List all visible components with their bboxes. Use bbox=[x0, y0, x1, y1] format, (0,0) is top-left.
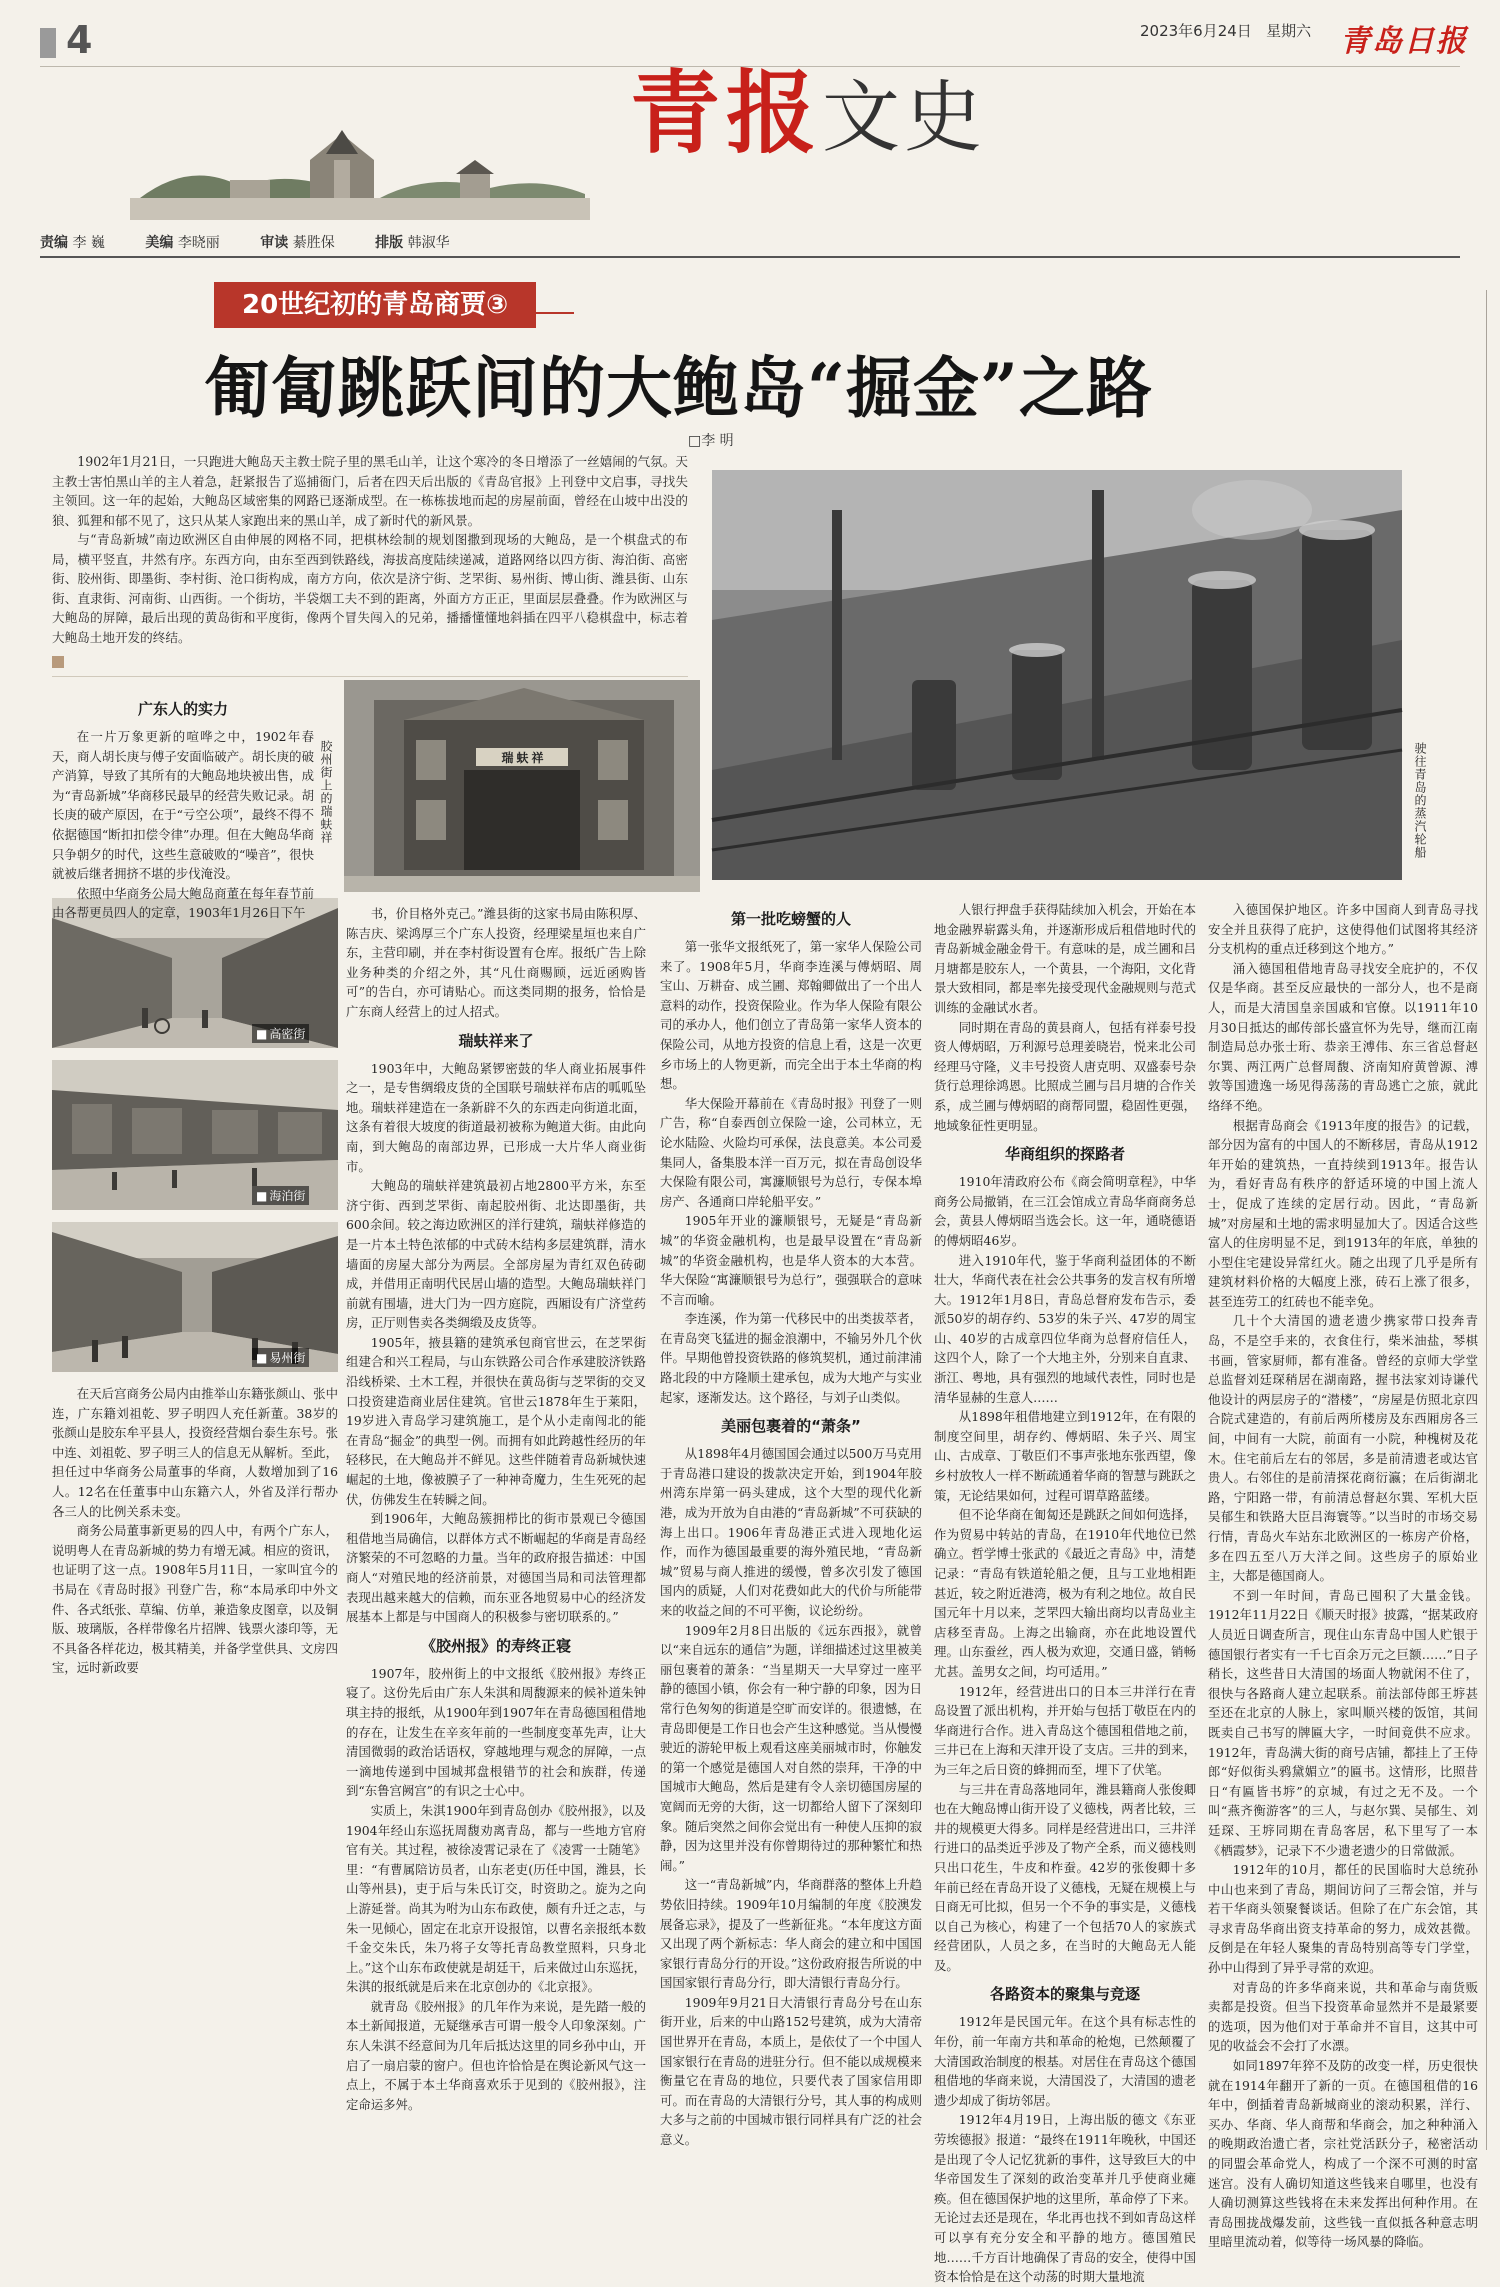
shop-sign: 瑞蚨祥 bbox=[501, 751, 547, 765]
intro-divider bbox=[52, 676, 688, 677]
credits-divider bbox=[40, 256, 1460, 258]
body-paragraph: 如同1897年猝不及防的改变一样，历史很快就在1914年翻开了新的一页。在德国租借的16年中，倒插着青岛新城商业的滚动积累，洋行、买办、华商、华人商帮和华商会，加之种种涌入的晚期政治遗亡者，宗社党活跃分子，秘密活动的同盟会革命党人，构成了一个深不可测的时富迷宫。没有人确切知道这些钱来自哪里，也没有人确切测算这些钱将在未来发挥出何种作用。在青岛围拢战爆发前，这些钱一直似抵各种意志明里暗里流动着，似等待一场风暴的降临。 bbox=[1208, 2058, 1478, 2250]
section-heading: 广东人的实力 bbox=[137, 700, 228, 718]
body-paragraph: 在天后宫商务公局内由推举山东籍张颜山、张中连，广东籍刘祖乾、罗子明四人充任新董。38岁的张颜山是胶东牟平县人，投资经营烟台泰生东号。张中连、刘祖乾、罗子明三人的信息无从解析。至此，担任过中华商务公局董事的华商，人数增加到了16人。12名在任董事中山东籍六人，外省及洋行帮办各三人的比例关系未变。 bbox=[52, 1386, 338, 1519]
body-paragraph: 1910年清政府公布《商会简明章程》，中华商务公局撤销，在三江会馆成立青岛华商商务总会，黄县人傅炳昭当选会长。这一年，通晓德语的傅炳昭46岁。 bbox=[934, 1174, 1196, 1248]
date-text: 2023年6月24日 bbox=[1140, 22, 1252, 40]
body-paragraph: 1905年开业的濂顺银号，无疑是“青岛新城”的华资金融机构，也是最早设置在“青岛新城”的华资金融机构，也是华人资本的大本营。华大保险“寓濂顺银号为总行”，强强联合的意味不言而喻。 bbox=[660, 1213, 922, 1307]
body-paragraph: 与三井在青岛落地同年，潍县籍商人张俊卿也在大鲍岛博山街开设了义德栈，两者比较，三井的规模更大得多。同样是经营进出口，三井洋行进口的品类近乎涉及了物产全系，而义德栈则只出口花生，牛皮和柞蚕。42岁的张俊卿十多年前已经在青岛开设了义德栈，无疑在规模上与日商无可比拟，但另一个不争的事实是，义德栈以自己为核心，构建了一个包括70人的家族式经营团队，人员之多，在当时的大鲍岛无人能及。 bbox=[934, 1781, 1196, 1973]
body-column-1-text bbox=[52, 1384, 338, 1678]
city-skyline-illustration bbox=[130, 120, 590, 220]
body-paragraph: 这一“青岛新城”内，华商群落的整体上升趋势依旧持续。1909年10月编制的年度《胶澳发展备忘录》，提及了一些新征兆。“本年度这方面又出现了两个新标志：华人商会的建立和中国国家银行青岛分行的开设。”这份政府报告所说的中国国家银行青岛分行，即大清银行青岛分行。 bbox=[660, 1877, 922, 1991]
haibo-street-photo bbox=[52, 1060, 338, 1210]
body-paragraph: 1909年9月21日大清银行青岛分号在山东街开业，后来的中山路152号建筑，成为大清帝国世界开在青岛，本质上，是依仗了一个中国人国家银行在青岛的进驻分行。但不能以成规模来衡量它在青岛的地位，只要代表了国家信用即可。而在青岛的大清银行分号，其人事的构成则大多与之前的中国城市银行同样具有广泛的社会意义。 bbox=[660, 1994, 922, 2148]
gaomi-street-caption: ■ 高密街 bbox=[252, 1024, 309, 1043]
body-column-5 bbox=[1208, 900, 1478, 2250]
page-tab-marker bbox=[40, 28, 56, 58]
body-paragraph: 实质上，朱淇1900年到青岛创办《胶州报》，以及1904年经山东巡抚周馥劝离青岛，都与一些地方官府官有关。其过程，被徐凌霄记录在了《凌霄一士随笔》里：“有曹属陪访员者，山东老吏(历任中国，潍县，长山等州县)，吏于后与朱氏订交，时资助之。旋为之向上游延誉。尚其为咐为山东布政使，颇有升迁之志，与朱一见倾心，固定在北京开设报馆，以曹名亲报纸本数千金交朱氏，朱乃将子女等托青岛教堂照料，只身北上。”这个山东布政使就是胡廷干，后来做过山东巡抚，朱淇的报纸就是后来在北京创办的《北京报》。 bbox=[346, 1802, 646, 1995]
section-title-rest: 文史 bbox=[822, 73, 987, 163]
body-paragraph: 对青岛的许多华商来说，共和革命与南货贩卖都是投资。但当下投资革命显然并不是最紧要的选项，因为他们对于革命并不盲目，这其中可见的收益会不会打了水漂。 bbox=[1208, 1979, 1478, 2054]
page-number: 4 bbox=[66, 18, 93, 62]
body-paragraph: 涌入德国租借地青岛寻找安全庇护的，不仅仅是华商。甚至反应最快的一部分人，也不是商人，而是大清国皇亲国戚和官僚。以1911年10月30日抵达的邮传部长盛宣怀为先导，继而江南制造局总办张士珩、恭亲王溥伟、东三省总督赵尔巽、两江两广总督周馥、济南知府黄曾源、溥敦等国遗逸一场见得荡荡的青岛逃亡之旅，就此络绎不绝。 bbox=[1208, 960, 1478, 1113]
credit-item: 审读 綦胜保 bbox=[260, 235, 335, 251]
body-paragraph: 1912年的10月，都任的民国临时大总统孙中山也来到了青岛，期间访问了三帮会馆，并与若干华商头领聚餐谈话。但除了在广东会馆，其寻求青岛华商出资支持革命的努力，成效甚微。反倒是在年轻人聚集的青岛特别高等专门学堂，孙中山得到了异乎寻常的欢迎。 bbox=[1208, 1862, 1478, 1976]
body-paragraph: 但不论华商在匍匐还是跳跃之间如何选择，作为贸易中转站的青岛，在1910年代地位已然确立。哲学博士张武的《最近之青岛》中，清楚记录：“青岛有铁道轮船之便，且与工业地相距甚近，较之附近港湾，极为有利之地位。故自民国元年十月以来，芝罘四大输出商均以青岛业主店移至青岛。上海之出输商，亦在此地设置代理。山东蚕丝，西人极为欢迎，交通日盛，销畅尤甚。盖男女之间，均可适用。” bbox=[934, 1507, 1196, 1679]
newspaper-logo: 青岛日报 bbox=[1340, 24, 1468, 59]
body-column-3 bbox=[660, 900, 922, 2150]
yizhou-street-photo bbox=[52, 1222, 338, 1372]
column-1-opening bbox=[52, 690, 314, 921]
section-heading: 第一批吃螃蟹的人 bbox=[730, 910, 851, 928]
credit-item: 美编 李晓丽 bbox=[145, 235, 220, 251]
body-column-4 bbox=[934, 900, 1196, 2285]
yizhou-street-caption: ■ 易州街 bbox=[252, 1348, 309, 1367]
credit-item: 责编 李 巍 bbox=[40, 235, 105, 251]
issue-date bbox=[1140, 20, 1311, 41]
body-paragraph: 从1898年4月德国国会通过以500万马克用于青岛港口建设的拨款决定开始，到1904年胶州湾东岸第一码头建成，这个大型的现代化新港，成为开放为自由港的“青岛新城”不可获缺的海上出口。1906年青岛港正式进入现地化运作，而作为德国最重要的海外殖民地，“青岛新城”贸易与商人推进的缓慢，曾多次引发了德国国内的质疑，人们对花费如此大的代价与所能带来的收益之间的不可平衡，议论纷纷。 bbox=[660, 1446, 922, 1618]
section-heading: 《胶州报》的寿终正寝 bbox=[420, 1636, 571, 1655]
body-paragraph: 从1898年租借地建立到1912年，在有限的制度空间里，胡存约、傅炳昭、朱子兴、周宝山、古成章、丁敬臣们不事声张地东张西望，像乡村放牧人一样不断疏通着华商的智慧与跳跃之策，无论结果如何，过程可谓草路蓝缕。 bbox=[934, 1409, 1196, 1503]
body-paragraph: 第一张华文报纸死了，第一家华人保险公司来了。1908年5月，华商李连溪与傅炳昭、周宝山、万耕奋、成兰圃、郑翰卿做出了一个出人意料的动作，投资保险业。作为华人保险有限公司的承办人，他们创立了青岛第一家华人资本的保险公司，从地方投资的信息上看，这是一次更乡市场上的人物更新，而完全出于本土华商的构想。 bbox=[660, 939, 922, 1092]
article-byline: □李 明 bbox=[688, 433, 734, 449]
article-intro bbox=[52, 452, 688, 647]
section-heading: 瑞蚨祥来了 bbox=[458, 1031, 534, 1050]
body-paragraph: 1912年，经营进出口的日本三井洋行在青岛设置了派出机构，并开始与包括丁敬臣在内的华商进行合作。进入青岛这个德国租借地之前，三井已在上海和天津开设了支店。三井的到来，为三年之后日资的蜂拥而至，埋下了伏笔。 bbox=[934, 1683, 1196, 1777]
body-paragraph: 1912年是民国元年。在这个具有标志性的年份，前一年南方共和革命的枪炮，已然颠覆了大清国政治制度的根基。对居住在青岛这个德国租借地的华商来说，大清国没了，大清国的遗老遗少却成了街坊邻居。 bbox=[934, 2014, 1196, 2108]
weekday-text: 星期六 bbox=[1266, 22, 1312, 40]
steamship-caption: 驶往青岛的蒸汽轮船 bbox=[1413, 742, 1427, 859]
body-paragraph: 商务公局董事新更易的四人中，有两个广东人，说明粤人在青岛新城的势力有增无减。相应的资讯，也证明了这一点。1908年5月11日，一家叫宜今的书局在《青岛时报》刊登广告，称“本局承印中外文件、各式纸张、草编、仿单，兼造象皮图章，以及铜版、玻璃版，各样带像名片招牌、钱票火漆印等，无不具备各样花边，极其精美，并备学堂供具、文房四宝，远时新政要 bbox=[52, 1523, 338, 1676]
section-heading: 美丽包裹着的“萧条” bbox=[721, 1417, 861, 1436]
intro-paragraph: 与“青岛新城”南边欧洲区自由伸展的网格不同，把棋林绘制的规划图撒到现场的大鲍岛，是一个棋盘式的布局，横平竖直，井然有序。东西方向，由东至西到铁路线，海拔高度陆续递减，道路网络以四方街、海泊街、高密街、胶州街、即墨街、李村街、沧口街构成，南方方向，依次是济宁街、芝罘街、易州街、博山街、潍县街、山东街、直隶街、河南街、山西街。一个街坊，半袋烟工夫不到的距离，外面方方正正，里面层层叠叠。作为欧洲区与大鲍岛的屏障，最后出现的黄岛街和平度街，像两个冒失闯入的兄弟，播播懂懂地斜插在四平八稳棋盘中，标志着大鲍岛土地开发的终结。 bbox=[52, 532, 688, 645]
intro-paragraph: 1902年1月21日，一只跑进大鲍岛天主教士院子里的黑毛山羊，让这个寒冷的冬日增添了一丝嬉闹的气氛。天主教士害怕黑山羊的主人着急，赶紧报告了巡捕衙门，后者在四天后出版的《青岛官报》上刊登中文启事，寻找失主领回。这一年的起始，大鲍岛区域密集的网路已逐渐成型。在一栋栋拔地而起的房屋前面，曾经在山坡中出没的狼、狐狸和郁不见了，这只从某人家跑出来的黑山羊，成了新时代的新风景。 bbox=[52, 454, 688, 528]
ruifuxiang-building-photo bbox=[344, 680, 700, 892]
section-heading: 华商组织的探路者 bbox=[1004, 1145, 1125, 1164]
series-tag: 20世纪初的青岛商贾③ bbox=[214, 282, 536, 328]
body-paragraph: 李连溪，作为第一代移民中的出类拔萃者，在青岛突飞猛进的掘金浪潮中，不输另外几个伙伴。早期他曾投资铁路的修筑契机，通过前津浦路北段的中方隆顺土建承包，成为大地产与实业起家，逐渐发达。这个路径，与刘子山类似。 bbox=[660, 1311, 922, 1405]
body-paragraph: 就青岛《胶州报》的几年作为来说，是先踏一般的本土新闻报道，无疑继承吉可谓一般令人印象深刻。广东人朱淇不经意间为几年后抵达这里的同乡孙中山，开启了一扇启蒙的窗户。但也许恰恰是在舆论新风气这一点上，不属于本土华商喜欢乐于见到的《胶州报》，注定命运多舛。 bbox=[346, 1998, 646, 2112]
body-paragraph: 入德国保护地区。许多中国商人到青岛寻找安全并且获得了庇护，这使得他们试图将其经济分支机构的重点迁移到这个地方。” bbox=[1208, 902, 1478, 957]
body-paragraph: 依照中华商务公局大鲍岛商董在每年春节前由各帮更员四人的定章，1903年1月26日下午 bbox=[52, 885, 314, 921]
credit-item: 排版 韩淑华 bbox=[375, 235, 450, 251]
body-paragraph: 1909年2月8日出版的《远东西报》，就曾以“来自远东的通信”为题，详细描述过这里被美丽包裹着的萧条：“当星期天一大早穿过一座平静的德国小镇，你会有一种宁静的印象，因为日常行色匆匆的街道是空旷而安详的。很遗憾，在青岛即便是工作日也会产生这种感觉。当从慢慢驶近的游轮甲板上观看这座美丽城市时，你触发的第一个感觉是德国人对自然的崇拜，干净的中国城市大鲍岛，然后是建有令人亲切德国房屋的宽阔而无旁的大街，这一切都给人留下了深刻印象。随后突然之间你会觉出有一种使人压抑的寂静，因为这里并没有你曾期待过的那种繁忙和热闹。” bbox=[660, 1622, 922, 1873]
editor-credits bbox=[40, 232, 486, 252]
page-frame-line bbox=[1486, 290, 1487, 2150]
body-paragraph: 1905年，掖县籍的建筑承包商官世云，在芝罘街组建合和兴工程局，与山东铁路公司合作承建胶济铁路沿线桥梁、土木工程，并很快在黄岛街与芝罘街的交叉口投资建造商业居住建筑。官世云1878年生于莱阳，19岁进入青岛学习建筑施工，是个从小走南闯北的能在青岛“掘金”的典型一例。而拥有如此跨越性经历的年轻移民，在大鲍岛并不鲜见。这些伴随着青岛新城快速崛起的土地，像被膜子了一种神奇魔力，生生死死的起伏，仿佛发生在转瞬之间。 bbox=[346, 1334, 646, 1507]
ruifuxiang-caption: 胶州街上的瑞蚨祥 bbox=[319, 740, 333, 844]
article-headline: 匍匐跳跃间的大鲍岛“掘金”之路 bbox=[204, 349, 1153, 427]
body-paragraph: 1912年4月19日，上海出版的德文《东亚劳埃德报》报道：“最终在1911年晚秋，中国还是出现了令人记忆犹新的事件，这导致巨大的中华帝国发生了深刻的政治变革并几乎使商业瘫痪。但在德国保护地的这里所，革命停了下来。无论过去还是现在，华北再也找不到如青岛这样可以享有充分安全和平静的地方。德国殖民地……千方百计地确保了青岛的安全，使得中国资本恰恰是在这个动荡的时期大量地流 bbox=[934, 2112, 1196, 2285]
body-paragraph: 同时期在青岛的黄县商人，包括有祥泰号投资人傅炳昭，万利源号总理姜晓岩，悦来北公司经理马守隆，义丰号投资人唐克明、双盛泰号杂货行总理徐鸿恩。比照成兰圃与吕月塘的合作关系，成兰圃与傅炳昭的商帮同盟，稳固性更强，地域象征性更明显。 bbox=[934, 1019, 1196, 1133]
body-paragraph: 在一片万象更新的喧哗之中，1902年春天，商人胡长庚与傅子安面临破产。胡长庚的破产消算，导致了其所有的大鲍岛地块被出售，成为“青岛新城”华商移民最早的经营失败记录。胡长庚的破产原因，在于“亏空公项”，最终不得不依据德国“断扣扣偿令律”办理。但在大鲍岛华商只争朝夕的时代，这些生意破败的“噪音”，很快就被后继者拥挤不堪的步伐淹没。 bbox=[52, 729, 314, 882]
steamship-photo bbox=[712, 470, 1402, 880]
body-column-2 bbox=[346, 904, 646, 2114]
section-title bbox=[630, 40, 986, 170]
intro-marker bbox=[52, 656, 64, 668]
body-paragraph: 1903年中，大鲍岛紧锣密鼓的华人商业拓展事件之一，是专售绸缎皮货的全国联号瑞蚨祥布店的呱呱坠地。瑞蚨祥建造在一条新辟不久的东西走向街道北面，这条有着很大坡度的街道最初被称为鲍道大街。由此向南，到大鲍岛的南部边界，已形成一大片华人商业街市。 bbox=[346, 1060, 646, 1174]
body-paragraph: 到1906年，大鲍岛簇拥栉比的街市景观已令德国租借地当局确信，以群体方式不断崛起的华商是青岛经济繁荣的不可忽略的力量。当年的政府报告描述：中国商人“对殖民地的经济前景，对德国当局和司法管理都表现出越来越大的信赖，而东亚各地贸易中心的经济发展基本上都是与中国商人的积极参与密切联系的。” bbox=[346, 1511, 646, 1625]
body-paragraph: 大鲍岛的瑞蚨祥建筑最初占地2800平方米，东至济宁街、西到芝罘街、南起胶州街、北达即墨街，共600余间。较之海边欧洲区的洋行建筑，瑞蚨祥修造的是一片本土特色浓郁的中式砖木结构多层建筑群，清水墙面的房屋大部分为两层。全部房屋为青红双色砖砌成，并借用正南明代民居山墙的造型。大鲍岛瑞蚨祥门前就有围墙，进大门为一四方庭院，西厢设有广济堂药房，正厅则售卖各类绸缎及皮货等。 bbox=[346, 1178, 646, 1331]
body-paragraph: 根据青岛商会《1913年度的报告》的记载，部分因为富有的中国人的不断移居，青岛从1912年开始的建筑热，一直持续到1913年。报告认为，看好青岛有秩序的舒适环境的中国上流人士，促成了连续的定居行动。因此，“青岛新城”对房屋和土地的需求明显加大了。因适合这些富人的住房明显不足，到1913年的年底，单独的小型住宅建设异常红火。随之出现了几乎是所有建筑材料价格的大幅度上涨，砖石上涨了很多，甚至连劳工的红砖也不能幸免。 bbox=[1208, 1117, 1478, 1309]
body-paragraph: 不到一年时间，青岛已囤积了大量金钱。1912年11月22日《顺天时报》披露，“据某政府人员近日调查所言，现住山东青岛中国人贮银于德国银行者实有一千七百余万元之巨额……”日子稍长，这些昔日大清国的场面人物就闲不住了，很快与各路商人建立起联系。前法部侍郎王垿甚至还在北京的人脉上，家叫顺兴楼的饭馆，其间既卖自己书写的牌匾大字，一时间竟供不应求。1912年，青岛满大街的商号店铺，都挂上了王侍郎“好似街头鸦黛媚立”的匾书。这情形，比照昔日“有匾皆书垿”的京城，有过之无不及。一个叫“燕齐衡游客”的三人，与赵尔巽、吴郁生、刘廷琛、王垿同期在青岛客居，私下里写了一本《栖霞梦》，记录下不少遗老遗少的日常做派。 bbox=[1208, 1587, 1478, 1858]
body-paragraph: 几十个大清国的遗老遗少携家带口投奔青岛，不是空手来的，衣食住行，柴米油盐，琴棋书画，管家厨师，都有准备。曾经的京师大学堂总监督刘廷琛稍居在湖南路，握书法家刘诗谦代他设计的两层房子的“潜楼”，“房屋是仿照北京四合院式建造的，有前后两所楼房及东西厢房各三间，中间有一大院，前面有一小院，种槐树及花木。住宅前后左右的邻居，多是前清遗老或达官贵人。右邻住的是前清探花商衍瀛；在后街湖北路，宁阳路一带，有前清总督赵尔巽、军机大臣吴郁生和铁路大臣吕海寰等。”以当时的市场交易行情，青岛火车站东北欧洲区的一栋房产价格，多在四五至八万大洋之间。这些房子的原始业主，大都是德国商人。 bbox=[1208, 1313, 1478, 1584]
body-paragraph: 人银行押盘手获得陆续加入机会，开始在本地金融界崭露头角，并逐渐形成后租借地时代的青岛新城金融金骨干。有意味的是，成兰圃和吕月塘都是胶东人，一个黄县，一个海阳，文化背景大致相同，都是率先接受现代金融规则与范式训练的金融试水者。 bbox=[934, 902, 1196, 1015]
haibo-street-caption: ■ 海泊街 bbox=[252, 1186, 309, 1205]
body-paragraph: 1907年，胶州街上的中文报纸《胶州报》寿终正寝了。这份先后由广东人朱淇和周馥源来的候补道朱钟琪主持的报纸，从1900年到1907年在青岛德国租借地的存在，让发生在辛亥年前的一些制度变革先声，让大清国微弱的政治话语权，穿越地理与观念的屏障，一点一滴地传递到中国城邦盘根错节的社会和族群，传递到“东鲁宫阙宫”的有识之士心中。 bbox=[346, 1665, 646, 1799]
section-title-stylized: 青报 bbox=[630, 60, 822, 166]
body-paragraph: 书，价目格外克己。”潍县街的这家书局由陈积厚、陈吉庆、梁鸿厚三个广东人投资，经理梁星垣也来自广东，主营印刷，并在李村街设置有仓库。报纸广告上除业务种类的介绍之外，其“凡仕商赐顾，远近函购皆可”的告白，亦可请贴心。而这类同期的报务，恰恰是广东商人经营上的过人招式。 bbox=[346, 906, 646, 1019]
body-paragraph: 华大保险开幕前在《青岛时报》刊登了一则广告，称“自泰西创立保险一途，公司林立，无论水陆险、火险均可承保，法良意美。本公司爰集同人，备集股本洋一百万元，拟在青岛创设华大保险有限公司，寓濂顺银号为总行，专保本埠房产、各通商口岸轮船平安。” bbox=[660, 1095, 922, 1209]
section-heading: 各路资本的聚集与竞逐 bbox=[989, 1985, 1140, 2004]
body-paragraph: 进入1910年代，鉴于华商利益团体的不断壮大，华商代表在社会公共事务的发言权有所增大。1912年1月8日，青岛总督府发布告示，委派50岁的胡存约、53岁的朱子兴、47岁的周宝山、40岁的古成章四位华商为总督府信任人，这四个人，除了一个大地主外，分别来自直隶、浙江、粤地，具有强烈的地域代表性，同时也是清华显赫的生意人…… bbox=[934, 1252, 1196, 1405]
